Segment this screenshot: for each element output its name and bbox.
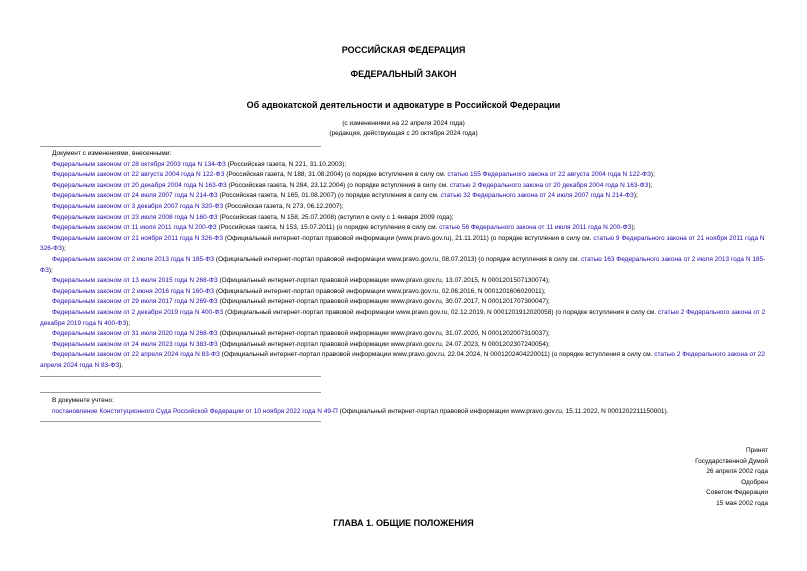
- amendment-source-text: (Официальный интернет-портал правовой информации www.pravo.gov.ru, 22.04.2024, N 0001202404220011) (о порядке вступления в силу см.: [219, 351, 655, 359]
- amendment-source-text: (Официальный интернет-портал правовой информации www.pravo.gov.ru, 08.07.2013) (о порядке вступления в силу см.: [214, 255, 581, 263]
- amendment-law-link[interactable]: Федеральным законом от 21 ноября 2011 года N 326-ФЗ: [52, 234, 224, 242]
- amendment-item: [40, 223, 770, 234]
- amendment-closing-text: ).: [119, 361, 124, 369]
- amendment-law-link[interactable]: Федеральным законом от 23 июля 2008 года N 160-ФЗ: [52, 213, 218, 221]
- amendment-law-link[interactable]: Федеральным законом от 2 декабря 2019 года N 400-ФЗ: [52, 308, 224, 316]
- amendment-article-link[interactable]: статью 2 Федерального закона от 2 декабря 2019 года N 400-ФЗ: [40, 308, 766, 327]
- amendment-law-link[interactable]: Федеральным законом от 13 июля 2015 года N 268-ФЗ: [52, 277, 218, 285]
- amendment-article-link[interactable]: статью 2 Федерального закона от 22 апреля 2024 года N 83-ФЗ: [40, 351, 765, 369]
- adoption-line: Государственной Думой: [695, 457, 768, 465]
- changes-note: (с изменениями на 22 апреля 2024 года): [342, 120, 465, 127]
- amendment-item: [40, 329, 770, 340]
- adoption-line: 15 мая 2002 года: [716, 499, 768, 507]
- amendment-source-text: (Российская газета, N 273, 06.12.2007);: [223, 202, 344, 210]
- adoption-line: Принят: [745, 447, 768, 454]
- amendment-closing-text: );: [650, 171, 655, 179]
- considered-link[interactable]: постановление Конституционного Суда Российской Федерации от 10 ноября 2022 года N 49-П: [52, 407, 338, 415]
- amendment-source-text: (Российская газета, N 158, 25.07.2008) (вступил в силу с 1 января 2009 года);: [217, 213, 454, 221]
- amendment-source-text: (Российская газета, N 284, 23.12.2004) (о порядке вступления в силу см.: [226, 181, 450, 189]
- amendment-law-link[interactable]: Федеральным законом от 2 июня 2016 года N 160-ФЗ: [52, 287, 215, 295]
- chapter-heading: ГЛАВА 1. ОБЩИЕ ПОЛОЖЕНИЯ: [333, 518, 474, 528]
- amendment-item: [40, 202, 770, 213]
- amendments-bottom-rule: [40, 376, 321, 377]
- amendment-source-text: (Официальный интернет-портал правовой информации www.pravo.gov.ru, 02.12.2019, N 0001201912020058) (о порядке вступления в силу см.: [223, 308, 659, 316]
- adoption-line: 26 апреля 2002 года: [706, 468, 768, 476]
- amendment-item: [40, 276, 770, 287]
- edition-note: (редакция, действующая с 20 октября 2024 года): [329, 130, 478, 137]
- considered-top-rule: [40, 392, 321, 393]
- amendment-law-link[interactable]: Федеральным законом от 28 октября 2003 года N 134-ФЗ: [52, 160, 226, 168]
- amendment-article-link[interactable]: статью 32 Федерального закона от 24 июля 2007 года N 214-ФЗ: [440, 192, 634, 200]
- amendment-item: [40, 255, 770, 276]
- amendment-source-text: (Официальный интернет-портал правовой информации www.pravo.gov.ru, 24.07.2023, N 0001202307240054);: [217, 340, 550, 348]
- adoption-line: Советом Федерации: [706, 489, 768, 497]
- amendment-source-text: (Официальный интернет-портал правовой информации www.pravo.gov.ru, 02.06.2016, N 0001201606020011);: [214, 287, 546, 295]
- considered-block: [40, 396, 770, 417]
- amendment-law-link[interactable]: Федеральным законом от 22 апреля 2024 года N 83-ФЗ: [52, 351, 220, 359]
- amendment-law-link[interactable]: Федеральным законом от 11 июля 2011 года N 200-ФЗ: [52, 224, 217, 232]
- amendment-law-link[interactable]: Федеральным законом от 2 июля 2013 года N 185-ФЗ: [52, 255, 215, 263]
- amendment-closing-text: );: [126, 319, 131, 327]
- amendment-item: [40, 213, 770, 224]
- amendment-article-link[interactable]: статью 2 Федерального закона от 20 декабря 2004 года N 163-ФЗ: [449, 181, 649, 189]
- amendment-item: [40, 160, 770, 171]
- amendment-law-link[interactable]: Федеральным законом от 24 июля 2023 года N 383-ФЗ: [52, 340, 218, 348]
- amendment-closing-text: );: [648, 181, 653, 189]
- considered-bottom-rule: [40, 421, 321, 422]
- amendment-item: [40, 170, 770, 181]
- amendment-law-link[interactable]: Федеральным законом от 22 августа 2004 года N 122-ФЗ: [52, 171, 225, 179]
- amendment-item: [40, 297, 770, 308]
- amendment-closing-text: );: [48, 266, 53, 274]
- amendments-list: [40, 160, 770, 372]
- amendment-source-text: (Официальный интернет-портал правовой информации (www.pravo.gov.ru), 21.11.2011) (о порядке вступления в силу см.: [223, 234, 594, 242]
- amendment-article-link[interactable]: статью 155 Федерального закона от 22 августа 2004 года N 122-ФЗ: [447, 171, 651, 179]
- amendment-item: [40, 234, 770, 255]
- document-title: Об адвокатской деятельности и адвокатуре в Российской Федерации: [246, 100, 561, 110]
- amendment-item: [40, 287, 770, 298]
- adoption-block: [695, 446, 768, 510]
- considered-text: (Официальный интернет-портал правовой информации www.pravo.gov.ru, 15.11.2022, N 0001202211150001).: [337, 407, 669, 415]
- amendment-item: [40, 308, 770, 329]
- amendments-label: Документ с изменениями, внесенными:: [52, 150, 172, 157]
- amendment-source-text: (Российская газета, N 188, 31.08.2004) (о порядке вступления в силу см.: [224, 171, 448, 179]
- amendment-item: [40, 340, 770, 351]
- amendment-article-link[interactable]: статью 9 Федерального закона от 21 ноября 2011 года N 326-ФЗ: [40, 234, 765, 253]
- amendment-item: [40, 181, 770, 192]
- amendment-source-text: (Официальный интернет-портал правовой информации www.pravo.gov.ru, 31.07.2020, N 0001202007310037);: [217, 330, 550, 338]
- amendment-source-text: (Официальный интернет-портал правовой информации www.pravo.gov.ru, 13.07.2015, N 0001201507130074);: [217, 277, 550, 285]
- amendment-law-link[interactable]: Федеральным законом от 20 декабря 2004 года N 163-ФЗ: [52, 181, 227, 189]
- amendment-item: [40, 191, 770, 202]
- amendment-source-text: (Российская газета, N 153, 15.07.2011) (о порядке вступления в силу см.: [216, 224, 440, 232]
- adoption-line: Одобрен: [741, 478, 768, 486]
- country-heading: РОССИЙСКАЯ ФЕДЕРАЦИЯ: [341, 45, 466, 55]
- amendment-source-text: (Российская газета, N 221, 31.10.2003);: [225, 160, 347, 168]
- considered-item: [40, 407, 770, 418]
- amendment-item: [40, 350, 770, 371]
- amendments-block: [40, 149, 770, 371]
- law-type-heading: ФЕДЕРАЛЬНЫЙ ЗАКОН: [350, 69, 457, 79]
- amendment-source-text: (Официальный интернет-портал правовой информации www.pravo.gov.ru, 30.07.2017, N 0001201707300047);: [217, 298, 550, 306]
- amendment-law-link[interactable]: Федеральным законом от 3 декабря 2007 года N 320-ФЗ: [52, 202, 224, 210]
- considered-label: В документе учтено:: [52, 397, 114, 404]
- amendment-closing-text: );: [633, 192, 638, 200]
- amendment-closing-text: );: [631, 224, 636, 232]
- amendments-top-rule: [40, 146, 321, 147]
- amendment-source-text: (Российская газета, N 165, 01.08.2007) (о порядке вступления в силу см.: [217, 192, 441, 200]
- amendment-article-link[interactable]: статью 56 Федерального закона от 11 июля 2011 года N 200-ФЗ: [439, 224, 632, 232]
- amendment-law-link[interactable]: Федеральным законом от 24 июля 2007 года N 214-ФЗ: [52, 192, 218, 200]
- amendment-closing-text: );: [61, 245, 66, 253]
- amendment-law-link[interactable]: Федеральным законом от 29 июля 2017 года N 269-ФЗ: [52, 298, 218, 306]
- amendment-article-link[interactable]: статью 163 Федерального закона от 2 июля 2013 года N 185-ФЗ: [40, 255, 766, 274]
- amendment-law-link[interactable]: Федеральным законом от 31 июля 2020 года N 268-ФЗ: [52, 330, 218, 338]
